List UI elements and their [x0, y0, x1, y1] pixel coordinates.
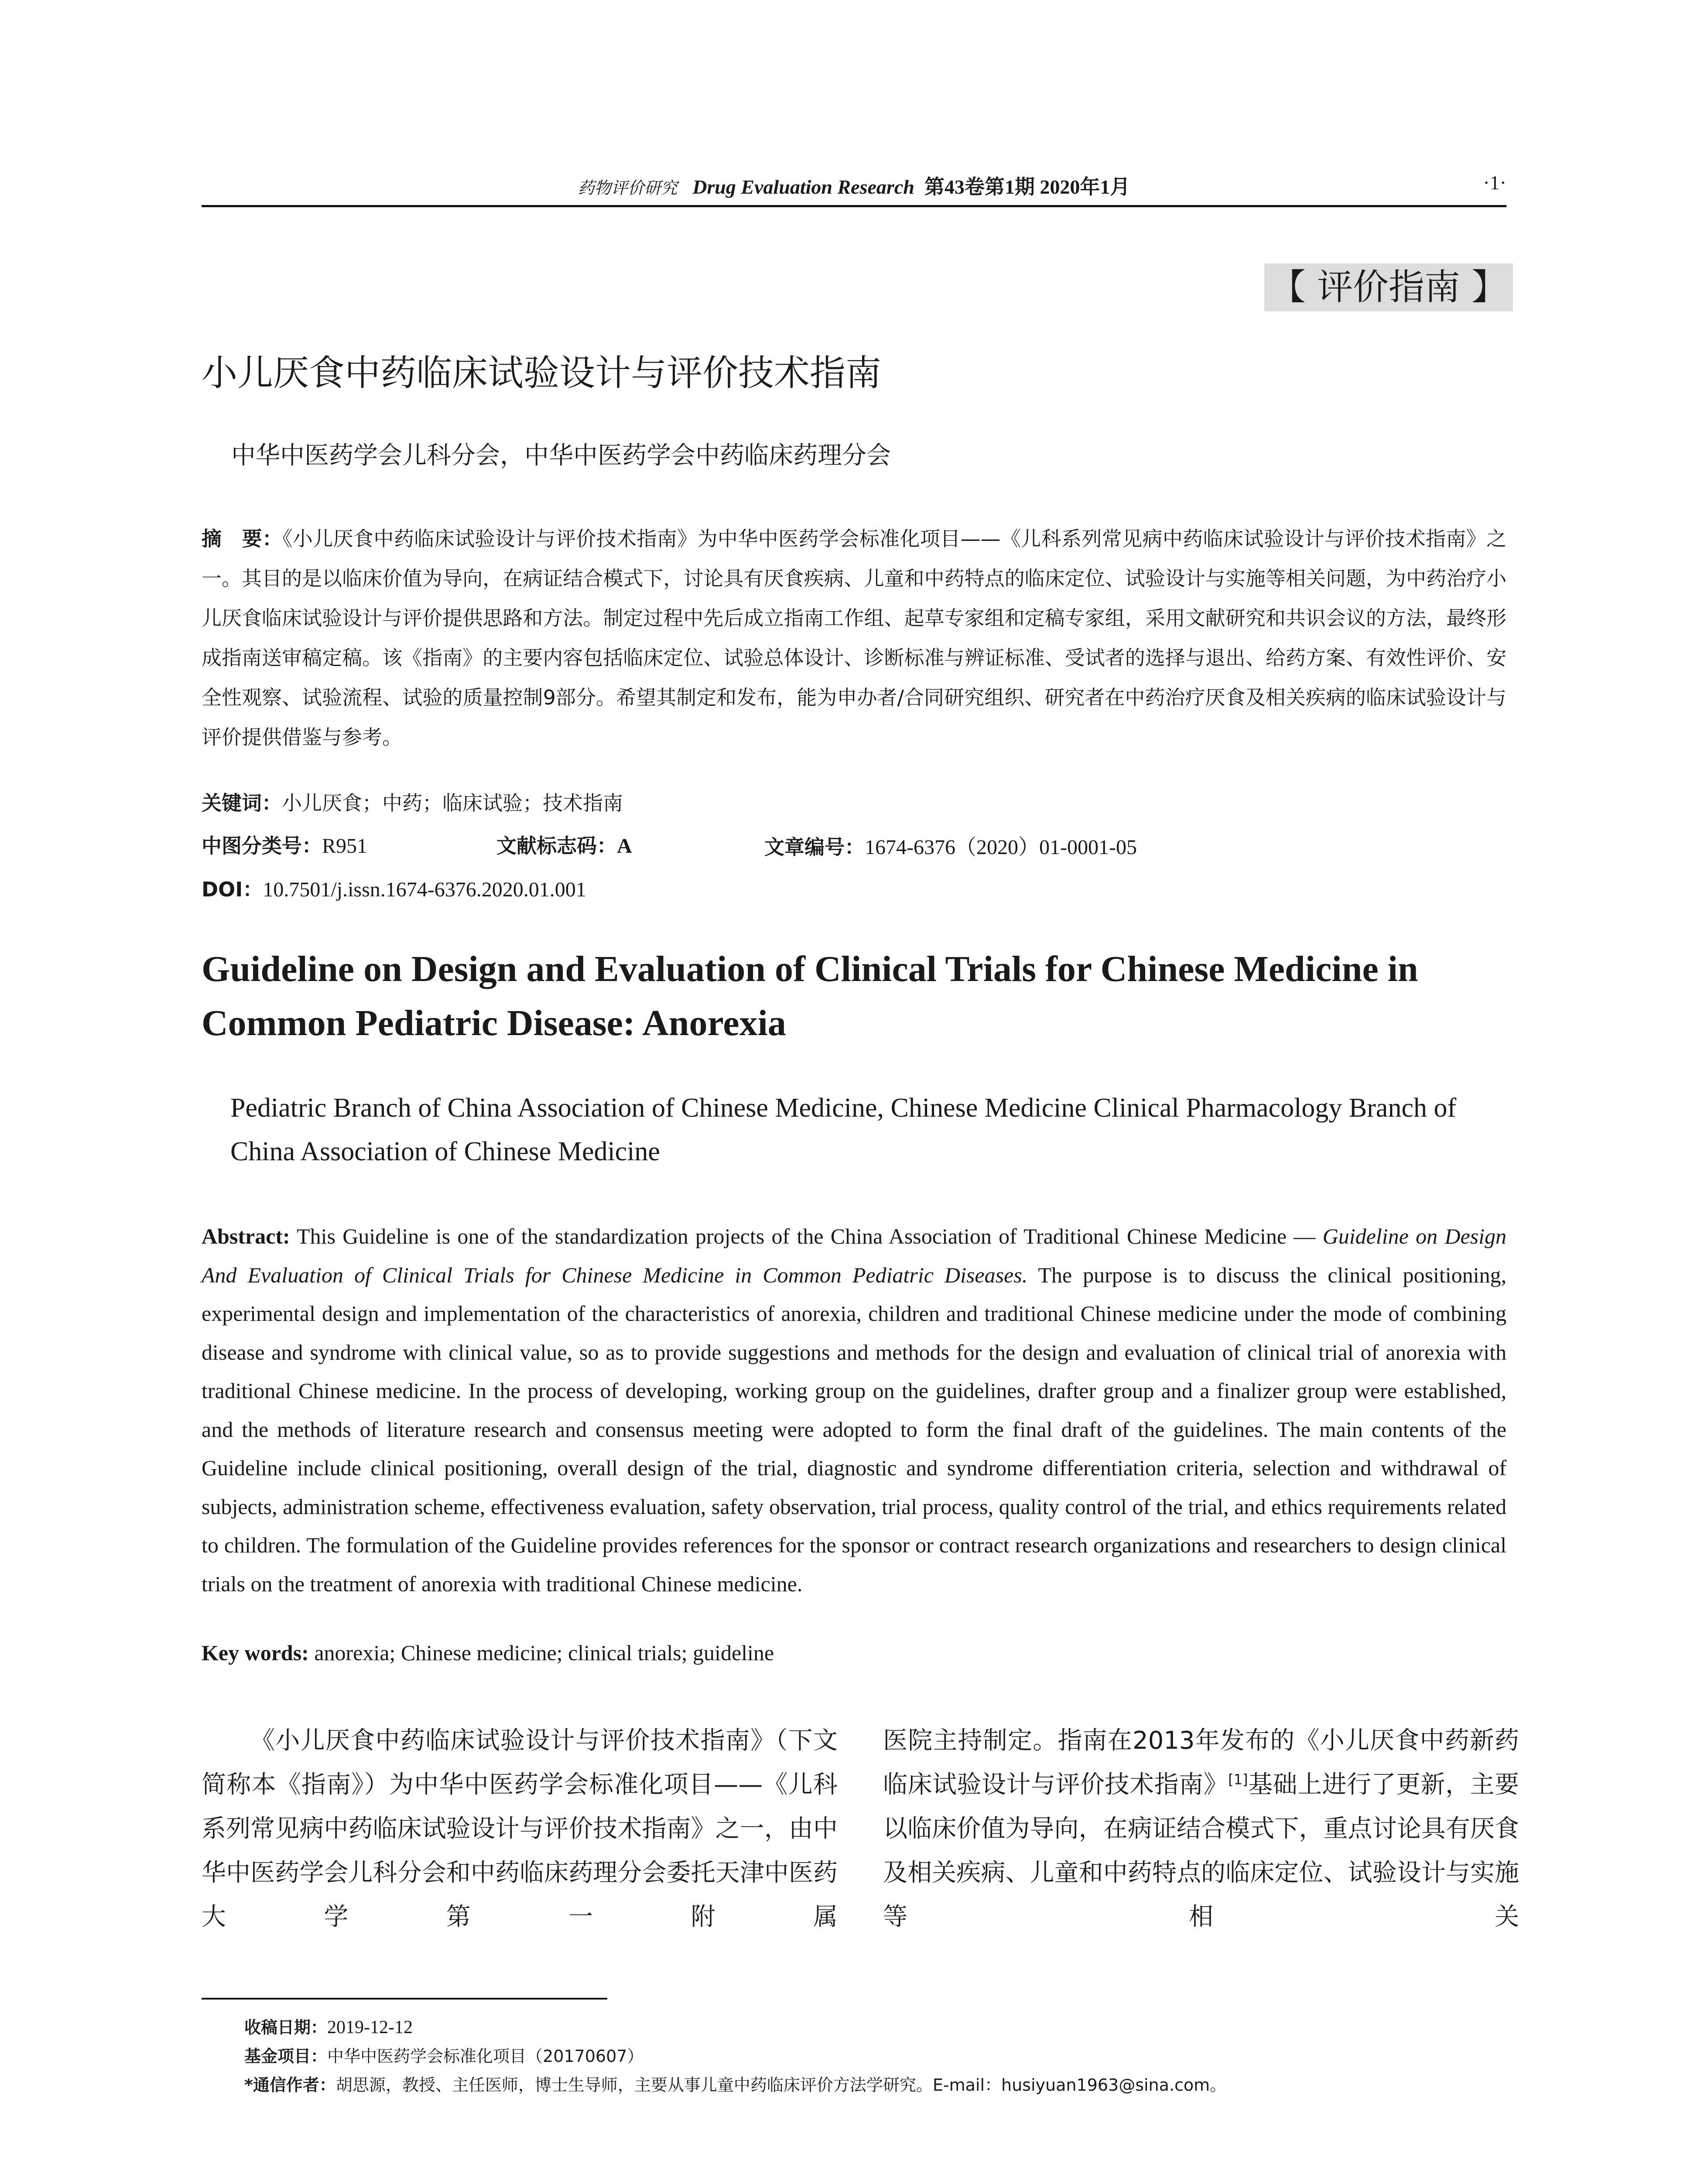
chinese-abstract	[202, 519, 1506, 757]
body-right-text-1: 医院主持制定。指南在2013年发布的《小儿厌食中药新药临床试验设计与评价技术指南》	[883, 1726, 1519, 1799]
page-number: ·1·	[1483, 171, 1506, 194]
running-header	[202, 171, 1506, 198]
chinese-abstract-label: 摘 要：	[202, 527, 283, 550]
fund-project	[244, 2042, 1226, 2071]
chinese-authors: 中华中医药学会儿科分会，中华中医药学会中药临床药理分会	[231, 441, 891, 470]
chinese-keywords-text: 小儿厌食；中药；临床试验；技术指南	[282, 791, 623, 815]
chinese-keywords-label: 关键词：	[202, 791, 282, 815]
english-keywords-text: anorexia; Chinese medicine; clinical trials; guideline	[314, 1641, 774, 1665]
corr-label: *通信作者：	[244, 2075, 336, 2095]
journal-issue: 第43卷第1期 2020年1月	[924, 176, 1130, 198]
doccode-value: A	[617, 834, 632, 858]
footnotes	[244, 2013, 1226, 2099]
fund-value: 中华中医药学会标准化项目（20170607）	[327, 2047, 644, 2066]
fund-label: 基金项目：	[244, 2047, 328, 2066]
english-keywords	[202, 1640, 774, 1665]
doi-value: 10.7501/j.issn.1674-6376.2020.01.001	[263, 878, 586, 901]
english-abstract-italic: Guideline on Design And Evaluation of Clinical Trials for Chinese Medicine in Common Pediatric Diseases.	[202, 1224, 1506, 1287]
header-rule	[202, 205, 1506, 207]
clc-value: R951	[322, 834, 368, 858]
section-tag: 【 评价指南 】	[1264, 263, 1513, 311]
doccode-label: 文献标志码：	[496, 834, 617, 858]
body-column-right	[883, 1719, 1519, 1939]
corr-value: 胡思源，教授、主任医师，博士生导师，主要从事儿童中药临床评价方法学研究。E-mail：husiyuan1963@sina.com。	[335, 2075, 1227, 2095]
clc-label: 中图分类号：	[202, 834, 322, 858]
articleno-value: 1674-6376（2020）01-0001-05	[865, 836, 1137, 859]
document-code	[496, 830, 632, 859]
classification-line	[202, 830, 367, 859]
english-abstract-text-1: This Guideline is one of the standardization projects of the China Association of Traditional Chinese Medicine —	[297, 1224, 1316, 1248]
received-date	[244, 2013, 1226, 2042]
english-keywords-label: Key words:	[202, 1641, 309, 1665]
chinese-abstract-text: 《小儿厌食中药临床试验设计与评价技术指南》为中华中医药学会标准化项目——《儿科系列常见病中药临床试验设计与评价技术指南》之一。其目的是以临床价值为导向，在病证结合模式下，讨论具有厌食疾病、儿童和中药特点的临床定位、试验设计与实施等相关问题，为中药治疗小儿厌食临床试验设计与评价提供思路和方法。制定过程中先后成立指南工作组、起草专家组和定稿专家组，采用文献研究和共识会议的方法，最终形成指南送审稿定稿。该《指南》的主要内容包括临床定位、试验总体设计、诊断标准与辨证标准、受试者的选择与退出、给药方案、有效性评价、安全性观察、试验流程、试验的质量控制9部分。希望其制定和发布，能为申办者/合同研究组织、研究者在中药治疗厌食及相关疾病的临床试验设计与评价提供借鉴与参考。	[202, 527, 1507, 749]
chinese-title: 小儿厌食中药临床试验设计与评价技术指南	[202, 352, 882, 394]
article-number	[764, 830, 1137, 860]
english-abstract-text-2: The purpose is to discuss the clinical positioning, experimental design and implementation of the characteristics of anorexia, children and traditional Chinese medicine under the mode of combining disease and syndrome with clinical value, so as to provide suggestions and methods for the design and evaluation of clinical trial of anorexia with traditional Chinese medicine. In the process of developing, working group on the guidelines, drafter group and a finalizer group were established, and the methods of literature research and consensus meeting were adopted to form the final draft of the guidelines. The main contents of the Guideline include clinical positioning, overall design of the trial, diagnostic and syndrome differentiation criteria, selection and withdrawal of subjects, administration scheme, effectiveness evaluation, safety observation, trial process, quality control of the trial, and ethics requirements related to children. The formulation of the Guideline provides references for the sponsor or contract research organizations and researchers to design clinical trials on the treatment of anorexia with traditional Chinese medicine.	[202, 1262, 1506, 1596]
articleno-label: 文章编号：	[764, 835, 865, 859]
corresponding-author	[244, 2071, 1226, 2099]
english-title: Guideline on Design and Evaluation of Clinical Trials for Chinese Medicine in Common Pediatric Disease: Anorexia	[202, 949, 1418, 1043]
english-authors: Pediatric Branch of China Association of Chinese Medicine, Chinese Medicine Clinical Pharmacology Branch of China Association of Chinese Medicine	[230, 1093, 1456, 1166]
journal-name-en: Drug Evaluation Research	[692, 176, 914, 198]
doi-label: DOI：	[202, 878, 263, 901]
received-label: 收稿日期：	[244, 2018, 328, 2037]
reference-marker[interactable]: [1]	[1228, 1771, 1248, 1788]
chinese-keywords	[202, 787, 623, 816]
journal-logo: 药物评价研究	[578, 178, 678, 198]
english-abstract-label: Abstract:	[202, 1224, 290, 1248]
received-value: 2019-12-12	[327, 2017, 413, 2037]
body-column-left: 《小儿厌食中药临床试验设计与评价技术指南》（下文简称本《指南》）为中华中医药学会标准化项目——《儿科系列常见病中药临床试验设计与评价技术指南》之一，由中华中医药学会儿科分会和中药临床药理分会委托天津中医药大学第一附属	[202, 1726, 838, 1931]
doi-line	[202, 874, 586, 902]
body-right-text-2: 基础上进行了更新，主要以临床价值为导向，在病证结合模式下，重点讨论具有厌食及相关疾病、儿童和中药特点的临床定位、试验设计与实施等相关	[883, 1771, 1520, 1931]
footnote-rule	[202, 1998, 607, 2000]
english-abstract	[202, 1217, 1506, 1603]
